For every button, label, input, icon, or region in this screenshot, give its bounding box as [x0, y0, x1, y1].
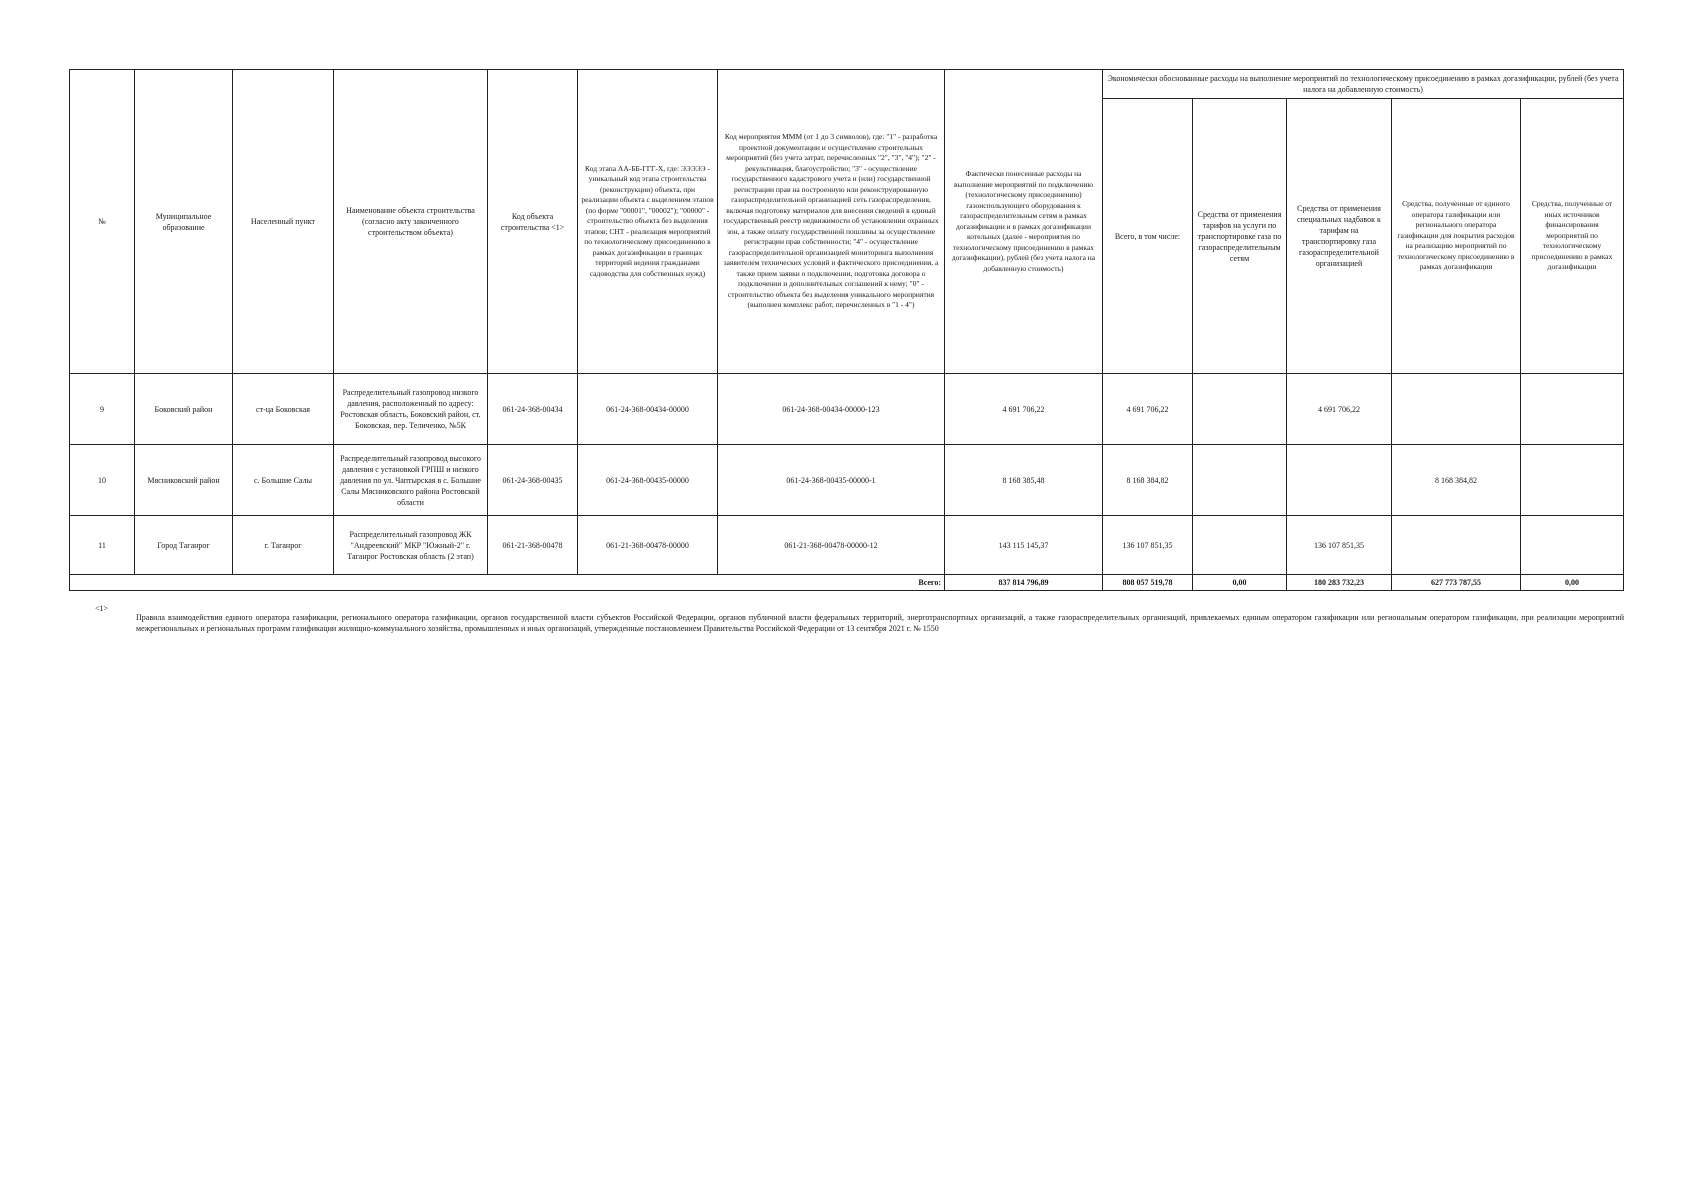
cell-other-sources: [1521, 445, 1624, 516]
cell-other-sources: [1521, 516, 1624, 575]
header-settlement: Населенный пункт: [233, 70, 334, 374]
cell-activity-code: 061-21-368-00478-00000-12: [718, 516, 945, 575]
cell-actual-costs: 4 691 706,22: [945, 374, 1103, 445]
cell-municipality: Город Таганрог: [135, 516, 233, 575]
cell-stage-code: 061-21-368-00478-00000: [578, 516, 718, 575]
cell-object-code: 061-24-368-00435: [488, 445, 578, 516]
cell-num: 9: [70, 374, 135, 445]
header-actual-costs: Фактически понесенные расходы на выполнение мероприятий по подключению (технологическому присоединению) газоиспользующего оборудования к газораспределительным сетям в рамках догазификации и в рамках догазификации котельных (далее - мероприятия по технологическому присоединению в рамках догазификации), рублей (без учета налога на добавленную стоимость): [945, 70, 1103, 374]
header-num: №: [70, 70, 135, 374]
total-other-sources: 0,00: [1521, 575, 1624, 591]
cell-object-name: Распределительный газопровод низкого давления, расположенный по адресу: Ростовская область, Боковский район, ст. Боковская, пер. Теличенко, №5К: [334, 374, 488, 445]
total-label: Всего:: [70, 575, 945, 591]
cell-activity-code: 061-24-368-00434-00000-123: [718, 374, 945, 445]
table-row: [70, 516, 1624, 575]
cell-object-name: Распределительный газопровод высокого давления с установкой ГРПШ и низкого давления по ул. Чаптырская в с. Большие Салы Мясниковского района Ростовской области: [334, 445, 488, 516]
footnote-text: Правила взаимодействия единого оператора газификации, регионального оператора газификации, органов государственной власти субъектов Российской Федерации, органов публичной власти федеральных территорий, энерготранспортных организаций, а также газораспределительных организаций, привлекаемых единым оператором газификации или региональным оператором газификации, при реализации мероприятий межрегиональных и региональных программ газификации жилищно-коммунального хозяйства, промышленных и иных организаций, утвержденные постановлением Правительства Российской Федерации от 13 сентября 2021 г. № 1550: [136, 613, 1624, 633]
data-table: [69, 69, 1624, 591]
total-tariffs: 0,00: [1193, 575, 1287, 591]
cell-tariffs: [1193, 516, 1287, 575]
cell-stage-code: 061-24-368-00434-00000: [578, 374, 718, 445]
cell-special-markups: 4 691 706,22: [1287, 374, 1392, 445]
total-special-markups: 180 283 732,23: [1287, 575, 1392, 591]
table-row: [70, 445, 1624, 516]
table-row: [70, 374, 1624, 445]
header-stage-code: Код этапа АА-ББ-ГГГ-Х, где: ЭЭЭЭЭ - уникальный код этапа строительства (реконструкции) объекта, при реализации объекта с выделением этапов (по форме "00001", "00002"); "00000" - строительство объекта без выделения этапов; СНТ - реализация мероприятий по технологическому присоединению в рамках догазификации в границах территорий ведения гражданами садоводства для собственных нужд): [578, 70, 718, 374]
cell-actual-costs: 143 115 145,37: [945, 516, 1103, 575]
cell-other-sources: [1521, 374, 1624, 445]
cell-municipality: Мясниковский район: [135, 445, 233, 516]
cell-operator-funds: [1392, 516, 1521, 575]
cell-total-incl: 8 168 384,82: [1103, 445, 1193, 516]
header-municipality: Муниципальное образование: [135, 70, 233, 374]
cell-operator-funds: 8 168 384,82: [1392, 445, 1521, 516]
cell-settlement: с. Большие Салы: [233, 445, 334, 516]
cell-settlement: ст-ца Боковская: [233, 374, 334, 445]
cell-stage-code: 061-24-368-00435-00000: [578, 445, 718, 516]
header-total-incl: Всего, в том числе:: [1103, 99, 1193, 374]
header-object-code: Код объекта строительства <1>: [488, 70, 578, 374]
cell-object-name: Распределительный газопровод ЖК "Андреевский" МКР "Южный-2" г. Таганрог Ростовская область (2 этап): [334, 516, 488, 575]
header-tariffs: Средства от применения тарифов на услуги по транспортировке газа по газораспределительным сетям: [1193, 99, 1287, 374]
header-other-sources: Средства, полученные от иных источников финансирования мероприятий по технологическому присоединению в рамках догазификации: [1521, 99, 1624, 374]
header-activity-code: Код мероприятия МММ (от 1 до 3 символов), где: "1" - разработка проектной документации и осуществление строительных мероприятий (без учета затрат, перечисленных "2", "3", "4"); "2" - рекультивация, благоустройство; "3" - осуществление государственного кадастрового учета и (или) государственной регистрации прав на построенную или реконструированную газораспределительной организацией сеть газораспределения, включая подготовку материалов для внесения сведений в единый государственный реестр недвижимости об установлении охранных зон, а также оплату государственной пошлины за осуществление регистрации прав собственности; "4" - осуществление газораспределительной организацией мониторинга выполнения заявителем технических условий и фактического присоединения, а также прием заявки о подключении, подготовка договора о подключении и дополнительных соглашений к нему; "0" - строительство объекта без выделения уникального мероприятия (выполнен комплекс работ, перечисленных в "1 - 4"): [718, 70, 945, 374]
cell-total-incl: 136 107 851,35: [1103, 516, 1193, 575]
footnote-mark: <1>: [95, 604, 109, 613]
cell-activity-code: 061-24-368-00435-00000-1: [718, 445, 945, 516]
cell-num: 11: [70, 516, 135, 575]
cell-municipality: Боковский район: [135, 374, 233, 445]
total-total-incl: 808 057 519,78: [1103, 575, 1193, 591]
header-special-markups: Средства от применения специальных надбавок к тарифам на транспортировку газа газораспределительной организацией: [1287, 99, 1392, 374]
header-group-economic-costs: Экономически обоснованные расходы на выполнение мероприятий по технологическому присоединению в рамках догазификации, рублей (без учета налога на добавленную стоимость): [1103, 70, 1624, 99]
cell-tariffs: [1193, 374, 1287, 445]
cell-operator-funds: [1392, 374, 1521, 445]
cell-object-code: 061-21-368-00478: [488, 516, 578, 575]
cell-actual-costs: 8 168 385,48: [945, 445, 1103, 516]
header-row: [70, 70, 1624, 99]
cell-total-incl: 4 691 706,22: [1103, 374, 1193, 445]
cell-object-code: 061-24-368-00434: [488, 374, 578, 445]
total-actual-costs: 837 814 796,89: [945, 575, 1103, 591]
total-operator-funds: 627 773 787,55: [1392, 575, 1521, 591]
header-operator-funds: Средства, полученные от единого оператора газификации или регионального оператора газификации для покрытия расходов на реализацию мероприятий по технологическому присоединению в рамках догазификации: [1392, 99, 1521, 374]
cell-special-markups: 136 107 851,35: [1287, 516, 1392, 575]
cell-special-markups: [1287, 445, 1392, 516]
cell-num: 10: [70, 445, 135, 516]
total-row: [70, 575, 1624, 591]
cell-settlement: г. Таганрог: [233, 516, 334, 575]
header-object-name: Наименование объекта строительства (согласно акту законченного строительством объекта): [334, 70, 488, 374]
cell-tariffs: [1193, 445, 1287, 516]
